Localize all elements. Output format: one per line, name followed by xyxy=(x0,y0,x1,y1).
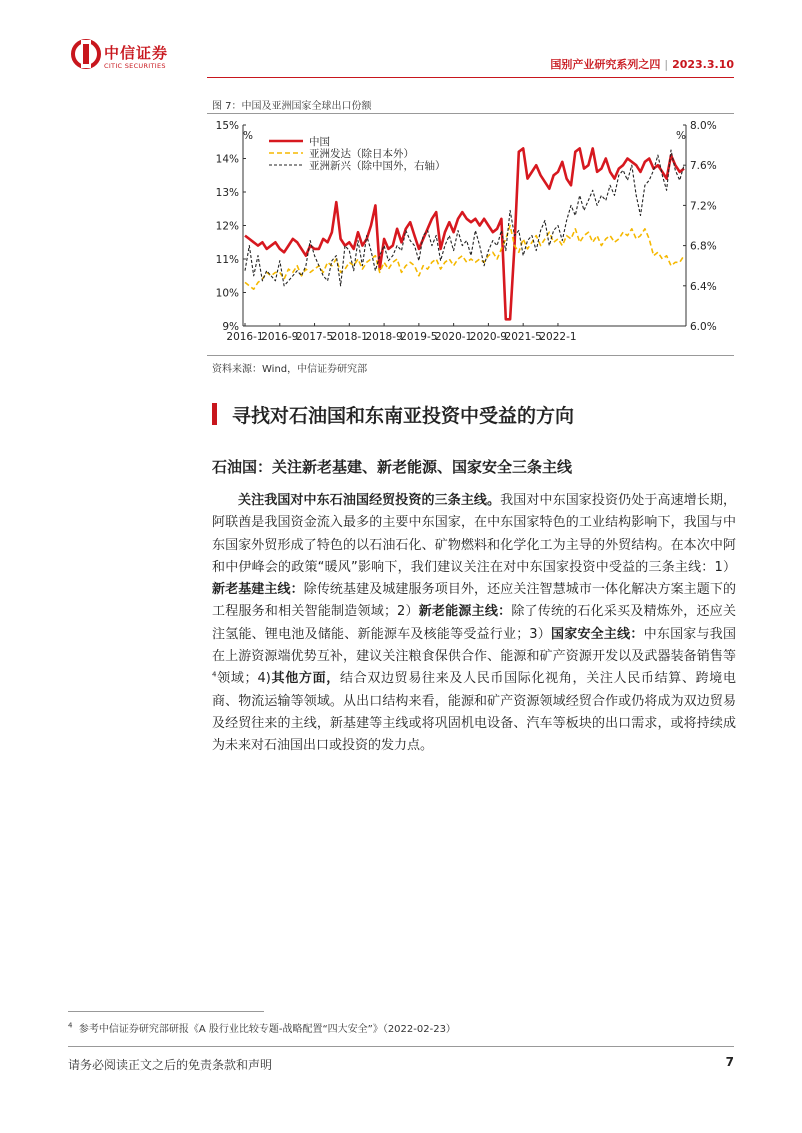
page-number: 7 xyxy=(725,1055,734,1069)
x-tick-label: 2018-9 xyxy=(365,331,403,343)
left-tick-label: 9% xyxy=(222,321,239,333)
right-axis-unit: % xyxy=(676,130,686,142)
footer-divider xyxy=(68,1046,734,1047)
figure-title: 图 7：中国及亚洲国家全球出口份额 xyxy=(212,101,372,112)
disclaimer-link[interactable]: 请务必阅读正文之后的免责条款和声明 xyxy=(68,1058,273,1072)
body-text-1: 我国对中东国家投资仍处于高速增长期，阿联酋是我国资金流入最多的主要中东国家，在中东国家特色的工业结构影响下，我国与中东国家外贸形成了特色的以石油石化、矿物燃料和化学化工为主导的外贸结构。在本次中阿和中伊峰会的政策“暖风”影响下，我们建议关注在对中东国家投资中受益的三条主线：1） xyxy=(212,493,736,575)
body-text-5: 领域；4) xyxy=(216,671,271,687)
brand-name: 中信证券 xyxy=(104,44,169,62)
body-text-3: 除了传统的石化采买及精炼外，还应关注氢能、锂电池及储能、新能源车及核能等受益行业；3） xyxy=(212,604,736,642)
footnote-text: 参考中信证券研究部研报《A 股行业比较专题-战略配置“四大安全”》（2022-02-23） xyxy=(78,1024,456,1035)
export-share-chart xyxy=(207,114,735,354)
legend-label-2: 亚洲发达（除日本外） xyxy=(309,148,414,160)
footnote-ref[interactable]: 4 xyxy=(212,671,217,680)
body-text-6: 结合双边贸易往来及人民币国际化视角，关注人民币结算、跨境电商、物流运输等领域。从出口结构来看，能源和矿产资源领域经贸合作或仍将成为双边贸易及经贸往来的主线，新基建等主线或将巩固机电设备、汽车等板块的出口需求，或将持续成为未来对石油国出口或投资的发力点。 xyxy=(212,671,736,754)
x-tick-label: 2016-9 xyxy=(261,331,299,343)
report-header xyxy=(550,56,734,72)
x-tick-label: 2022-1 xyxy=(539,331,577,343)
left-tick-label: 10% xyxy=(215,287,239,300)
right-axis-ticks xyxy=(683,120,717,333)
lead-sentence: 关注我国对中东石油国经贸投资的三条主线。 xyxy=(238,493,501,508)
footnote xyxy=(68,1020,456,1035)
left-axis-unit: % xyxy=(243,130,253,142)
header-separator: | xyxy=(664,58,669,71)
footnote-mark: 4 xyxy=(68,1021,73,1030)
body-text-2: 除传统基建及城建服务项目外，还应关注智慧城市一体化解决方案主题下的工程服务和相关智能制造领域；2） xyxy=(212,582,736,620)
body-bold-1: 新老基建主线： xyxy=(212,582,304,598)
right-tick-label: 6.4% xyxy=(690,280,717,293)
sub-section-title: 石油国：关注新老基建、新老能源、国家安全三条主线 xyxy=(212,458,573,476)
left-axis-ticks xyxy=(216,120,246,333)
x-tick-label: 2017-5 xyxy=(295,331,334,343)
report-date: 2023.3.10 xyxy=(672,58,734,71)
legend-label-1: 中国 xyxy=(309,136,330,148)
section-marker xyxy=(212,403,217,425)
footnote-rule xyxy=(68,1011,264,1012)
brand-name-en: CITIC SECURITIES xyxy=(104,62,166,70)
body-paragraph xyxy=(212,490,736,758)
right-tick-label: 6.8% xyxy=(690,240,717,253)
right-tick-label: 6.0% xyxy=(690,321,717,333)
x-tick-label: 2021-5 xyxy=(504,331,542,343)
section-title: 寻找对石油国和东南亚投资中受益的方向 xyxy=(232,405,575,427)
chart-series xyxy=(245,148,684,319)
left-tick-label: 15% xyxy=(215,120,239,132)
x-tick-label: 2019-5 xyxy=(400,331,438,343)
figure-bottom-rule xyxy=(207,355,734,356)
left-tick-label: 12% xyxy=(215,220,239,233)
x-tick-label: 2020-9 xyxy=(469,331,508,343)
right-tick-label: 7.2% xyxy=(690,200,717,213)
body-bold-4: 其他方面， xyxy=(270,671,340,687)
x-tick-label: 2020-1 xyxy=(435,331,473,343)
series-line-1 xyxy=(245,148,684,319)
x-tick-label: 2016-1 xyxy=(226,331,264,343)
left-tick-label: 14% xyxy=(215,153,239,166)
body-bold-2: 新老能源主线： xyxy=(418,604,512,620)
right-tick-label: 7.6% xyxy=(690,160,717,173)
chart-legend xyxy=(269,135,446,172)
series-line-2 xyxy=(245,226,684,290)
left-tick-label: 11% xyxy=(215,254,239,266)
figure-source: 资料来源：Wind，中信证券研究部 xyxy=(212,364,368,375)
header-divider xyxy=(207,77,734,78)
body-bold-3: 国家安全主线： xyxy=(551,626,644,642)
left-tick-label: 13% xyxy=(215,187,239,199)
body-text-4: 中东国家与我国在上游资源端优势互补，建议关注粮食保供合作、能源和矿产资源开发以及武器装备销售等 xyxy=(212,626,736,665)
legend-label-3: 亚洲新兴（除中国外，右轴） xyxy=(309,160,446,172)
report-series: 国别产业研究系列之四 xyxy=(550,58,661,71)
x-tick-label: 2018-1 xyxy=(330,331,368,343)
right-tick-label: 8.0% xyxy=(690,120,717,132)
